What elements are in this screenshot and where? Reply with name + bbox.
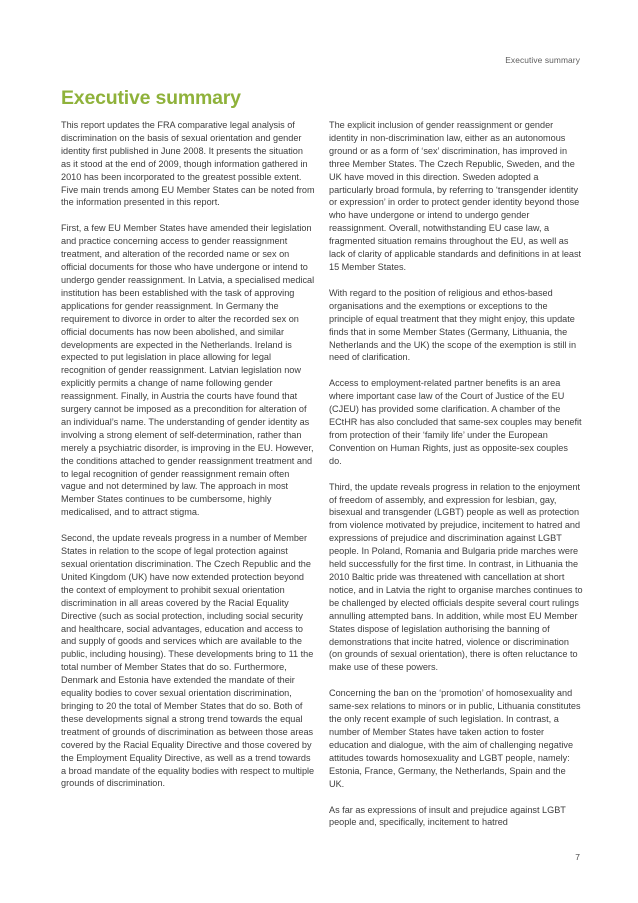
paragraph: The explicit inclusion of gender reassignment or gender identity in non-discrimination law, either as an autonomous ground or as a form of ‘sex’ discrimination, has improved in three Member States. The Czech Republic, Sweden, and the UK have moved in this direction. Sweden adopted a particularly broad formula, by referring to ‘transgender identity or expression’ in order to protect gender identity beyond those who have undergone or intend to undergo gender reassignment. Overall, notwithstanding EU case law, a fragmented situation remains throughout the EU, as well as lack of clarity of applicable standards and definitions in at least 15 Member States.	[329, 120, 582, 272]
running-header: Executive summary	[505, 55, 580, 65]
paragraph: Third, the update reveals progress in relation to the enjoyment of freedom of assembly, and expression for lesbian, gay, bisexual and transgender (LGBT) people as well as protection from violence motivated by prejudice, incitement to hatred and expressions of prejudice and discrimination against LGBT people. In Poland, Romania and Bulgaria pride marches were held successfully for the first time. In contrast, in Lithuania the 2010 Baltic pride was threatened with cancellation at short notice, and in Latvia the right to organise marches continues to be challenged by elected officials despite several court rulings annulling attempted bans. In addition, while most EU Member States dispose of legislation authorising the banning of demonstrations that incite hatred, violence or discrimination (on grounds of sexual orientation), there is often reluctance to make use of these powers.	[329, 481, 583, 673]
paragraph: As far as expressions of insult and prejudice against LGBT people and, specifically, incitement to hatred	[329, 804, 566, 828]
right-column	[329, 119, 583, 842]
paragraph: Concerning the ban on the ‘promotion’ of homosexuality and same-sex relations to minors or in public, Lithuania constitutes the only recent example of such legislation. In contrast, a number of Member States have taken action to foster education and dialogue, with the aim of challenging negative attitudes towards homosexuality and LGBT people, namely: Estonia, France, Germany, the Netherlands, Spain and the UK.	[329, 688, 581, 789]
paragraph: With regard to the position of religious and ethos-based organisations and the exemptions or exceptions to the principle of equal treatment that they might enjoy, this update finds that in some Member States (Germany, Lithuania, the Netherlands and the UK) the scope of the exemption is still in need of clarification.	[329, 287, 577, 363]
paragraph: Second, the update reveals progress in a number of Member States in relation to the scope of legal protection against sexual orientation discrimination. The Czech Republic and the United Kingdom (UK) have now extended protection beyond the context of employment to prohibit sexual orientation discrimination in all areas covered by the Racial Equality Directive (such as social protection, including social security and healthcare, social advantages, education and access to and supply of goods and services which are available to the public, including housing). These developments bring to 11 the total number of Member States that do so. Furthermore, Denmark and Estonia have extended the mandate of their equality bodies to cover sexual orientation discrimination, bringing to 20 the total of Member States that do so. Both of these developments signal a strong trend towards the equal treatment of grounds of discrimination as between those areas covered by the Racial Equality Directive and those covered by the Employment Equality Directive, as well as a trend towards a broad mandate of the equality bodies with respect to multiple grounds of discrimination.	[61, 533, 315, 789]
paragraph: This report updates the FRA comparative legal analysis of discrimination on the basis of sexual orientation and gender identity first published in June 2008. It presents the situation as it stood at the end of 2009, though information gathered in 2010 has been incorporated to the greatest possible extent. Five main trends among EU Member States can be noted from the information presented in this report.	[61, 120, 315, 208]
paragraph: First, a few EU Member States have amended their legislation and practice concerning access to gender reassignment treatment, and alteration of the recorded name or sex on official documents for those who have undergone or intend to undergo gender reassignment. In Latvia, a specialised medical institution has been established with the task of approving applications for gender reassignment. In Germany the requirement to divorce in order to alter the recorded sex on official documents has now been abolished, and similar developments are expected in the Netherlands. Ireland is expected to put legislation in place allowing for legal recognition of gender reassignment. Latvian legislation now explicitly permits a change of name following gender reassignment. Finally, in Austria the courts have found that surgery cannot be imposed as a precondition for alteration of an individual’s name. The understanding of gender identity as involving a strong element of self-determination, rather than merely a psychiatric disorder, is improving in the EU. However, the conditions attached to gender reassignment treatment and to legal recognition of gender reassignment remain often vague and not determined by law. The approach in most Member States continues to be cumbersome, highly medicalised, and to attract stigma.	[61, 223, 315, 518]
left-column	[61, 119, 315, 803]
paragraph: Access to employment-related partner benefits is an area where important case law of the Court of Justice of the EU (CJEU) has provided some clarification. A chamber of the ECtHR has also concluded that same-sex couples may benefit from protection of their ‘family life’ under the European Convention on Human Rights, just as opposite-sex couples do.	[329, 378, 582, 466]
page-number: 7	[575, 852, 580, 862]
page-title: Executive summary	[61, 87, 241, 109]
